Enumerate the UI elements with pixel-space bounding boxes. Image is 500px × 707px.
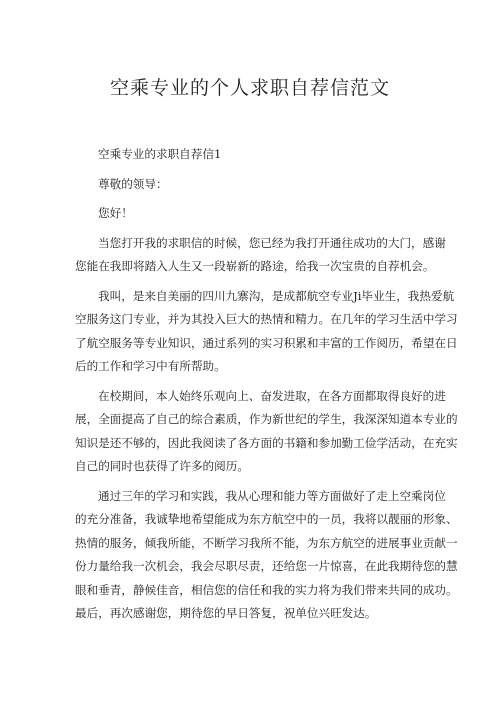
paragraph-line: 您能在我即将踏入人生又一段崭新的路途，给我一次宝贵的自荐机会。 xyxy=(75,259,435,273)
paragraph-line: 份力量给我一次机会，我会尽职尽责，还给您一片惊喜，在此我期待您的慧 xyxy=(75,559,458,573)
paragraph-line: 了航空服务等专业知识，通过系列的实习积累和丰富的工作阅历，希望在日 xyxy=(75,335,458,350)
paragraph-line: 当您打开我的求职信的时候，您已经为我打开通往成功的大门，感谢 xyxy=(98,235,446,250)
paragraph-line: 展，全面提高了自己的综合素质，作为新世纪的学生，我深深知道本专业的 xyxy=(75,412,458,426)
letter-greeting: 您好！ xyxy=(98,206,133,220)
document-title: 空乘专业的个人求职自荐信范文 xyxy=(109,77,390,99)
letter-subtitle: 空乘专业的求职自荐信1 xyxy=(98,147,222,161)
paragraph-line: 知识是还不够的，因此我阅读了各方面的书籍和参加勤工俭学活动，在充实 xyxy=(75,435,458,450)
paragraph-line: 自己的同时也获得了许多的阅历。 xyxy=(75,459,249,473)
paragraph-line: 的充分准备，我诚挚地希望能成为东方航空中的一员，我将以靓丽的形象、 xyxy=(75,512,458,526)
paragraph-1 xyxy=(75,232,446,279)
paragraph-line: 热情的服务，倾我所能，不断学习我所不能，为东方航空的进展事业贡献一 xyxy=(75,535,458,550)
paragraph-line: 在校期间，本人始终乐观向上、奋发进取，在各方面都取得良好的进 xyxy=(98,388,446,403)
paragraph-2 xyxy=(75,285,458,379)
paragraph-3 xyxy=(75,385,458,479)
paragraph-line: 我叫，是来自美丽的四川九寨沟，是成都航空专业Ji毕业生，我热爱航 xyxy=(98,288,455,303)
letter-salutation: 尊敬的领导： xyxy=(98,176,168,191)
letter-body xyxy=(75,143,458,626)
paragraph-line: 眼和垂青，静候佳音，相信您的信任和我的实力将为我们带来共同的成功。 xyxy=(75,582,458,597)
paragraph-line: 后的工作和学习中有所帮助。 xyxy=(75,359,226,373)
paragraph-line: 通过三年的学习和实践，我从心理和能力等方面做好了走上空乘岗位 xyxy=(98,488,446,503)
paragraph-line: 最后，再次感谢您，期待您的早日答复，祝单位兴旺发达。 xyxy=(75,606,377,620)
paragraph-4 xyxy=(75,485,458,626)
paragraph-line: 空服务这门专业，并为其投入巨大的热情和精力。在几年的学习生活中学习 xyxy=(75,312,458,326)
